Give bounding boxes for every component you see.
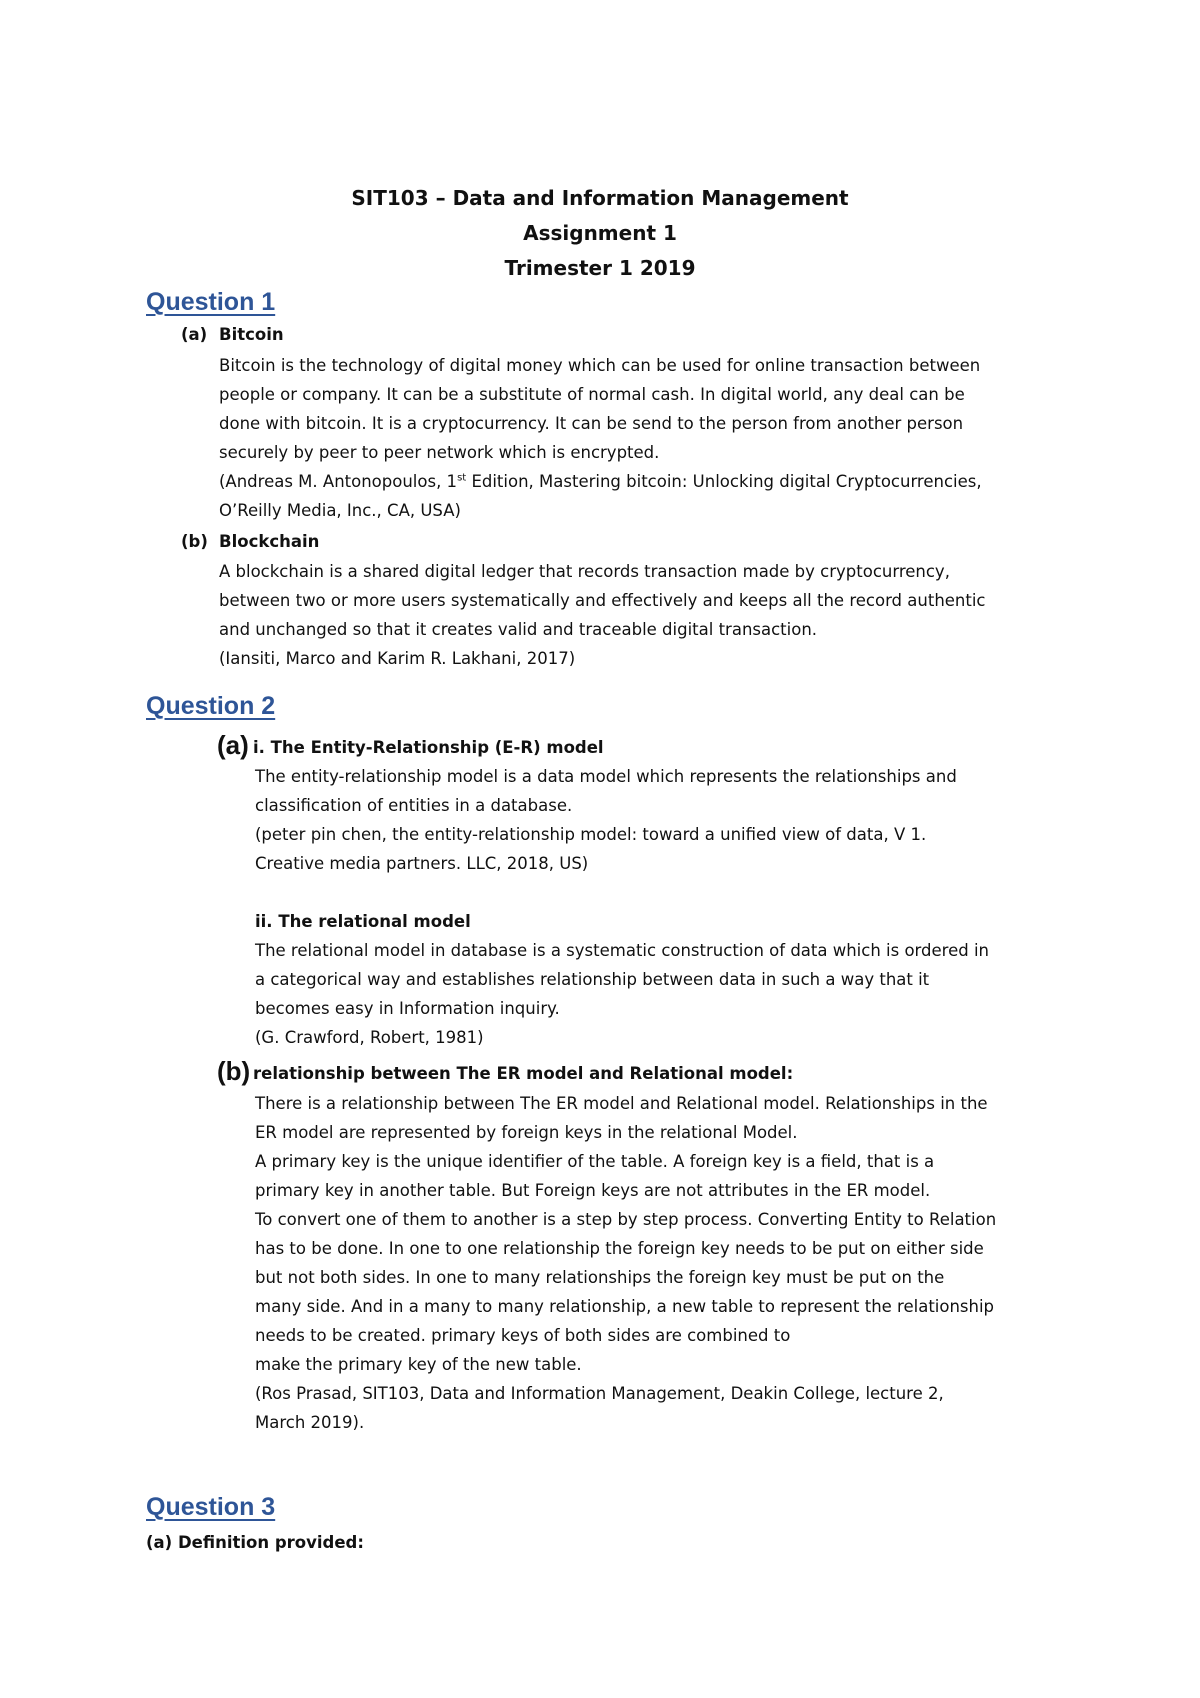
body-line: classification of entities in a database. xyxy=(255,796,573,815)
body-line: but not both sides. In one to many relationships the foreign key must be put on the xyxy=(255,1268,945,1287)
citation: O’Reilly Media, Inc., CA, USA) xyxy=(219,501,461,520)
q2-a-marker: (a) xyxy=(217,730,249,760)
q3-a-title: (a) Definition provided: xyxy=(146,1533,364,1552)
citation: (peter pin chen, the entity-relationship model: toward a unified view of data, V 1. xyxy=(255,825,927,844)
body-line: A primary key is the unique identifier of the table. A foreign key is a field, that is a xyxy=(255,1152,935,1171)
superscript: st xyxy=(457,472,467,484)
q1-a-title: Bitcoin xyxy=(219,325,284,344)
body-line: primary key in another table. But Foreign keys are not attributes in the ER model. xyxy=(255,1181,931,1200)
assignment-title: Assignment 1 xyxy=(523,221,677,245)
body-line: To convert one of them to another is a step by step process. Converting Entity to Relation xyxy=(255,1210,997,1229)
body-line: make the primary key of the new table. xyxy=(255,1355,582,1374)
body-line: There is a relationship between The ER model and Relational model. Relationships in the xyxy=(255,1094,988,1113)
citation xyxy=(219,472,982,491)
body-line: ER model are represented by foreign keys in the relational Model. xyxy=(255,1123,798,1142)
q1-b-title: Blockchain xyxy=(219,532,320,551)
question-1-heading: Question 1 xyxy=(146,288,276,316)
citation: (Ros Prasad, SIT103, Data and Information Management, Deakin College, lecture 2, xyxy=(255,1384,944,1403)
citation: (G. Crawford, Robert, 1981) xyxy=(255,1028,484,1047)
body-line: The relational model in database is a systematic construction of data which is ordered in xyxy=(255,941,990,960)
body-line: many side. And in a many to many relationship, a new table to represent the relationship xyxy=(255,1297,995,1316)
body-line: has to be done. In one to one relationship the foreign key needs to be put on either side xyxy=(255,1239,984,1258)
q1-b-marker: (b) xyxy=(181,532,208,551)
document-title: SIT103 – Data and Information Management xyxy=(351,186,849,210)
body-line: The entity-relationship model is a data model which represents the relationships and xyxy=(255,767,957,786)
body-line: Bitcoin is the technology of digital money which can be used for online transaction between xyxy=(219,356,981,375)
citation: Creative media partners. LLC, 2018, US) xyxy=(255,854,589,873)
body-line: securely by peer to peer network which is encrypted. xyxy=(219,443,660,462)
body-line: a categorical way and establishes relationship between data in such a way that it xyxy=(255,970,930,989)
citation-text: (Andreas M. Antonopoulos, 1 xyxy=(219,472,458,491)
body-line: between two or more users systematically and effectively and keeps all the record authentic xyxy=(219,591,986,610)
question-3-heading: Question 3 xyxy=(146,1493,276,1521)
citation-text: Edition, Mastering bitcoin: Unlocking digital Cryptocurrencies, xyxy=(466,472,982,491)
citation: (Iansiti, Marco and Karim R. Lakhani, 2017) xyxy=(219,649,576,668)
body-line: people or company. It can be a substitute of normal cash. In digital world, any deal can be xyxy=(219,385,965,404)
q2-b-marker: (b) xyxy=(217,1056,251,1086)
body-line: and unchanged so that it creates valid and traceable digital transaction. xyxy=(219,620,818,639)
body-line: becomes easy in Information inquiry. xyxy=(255,999,560,1018)
body-line: done with bitcoin. It is a cryptocurrency. It can be send to the person from another person xyxy=(219,414,964,433)
question-2-heading: Question 2 xyxy=(146,692,276,720)
trimester-title: Trimester 1 2019 xyxy=(504,256,696,280)
body-line: A blockchain is a shared digital ledger that records transaction made by cryptocurrency, xyxy=(219,562,950,581)
q2-b-title: relationship between The ER model and Relational model: xyxy=(253,1064,794,1083)
body-line: needs to be created. primary keys of both sides are combined to xyxy=(255,1326,791,1345)
q2-a-i-title: i. The Entity-Relationship (E-R) model xyxy=(253,738,604,757)
q2-a-ii-title: ii. The relational model xyxy=(255,912,471,931)
citation: March 2019). xyxy=(255,1413,365,1432)
q1-a-marker: (a) xyxy=(181,325,208,344)
